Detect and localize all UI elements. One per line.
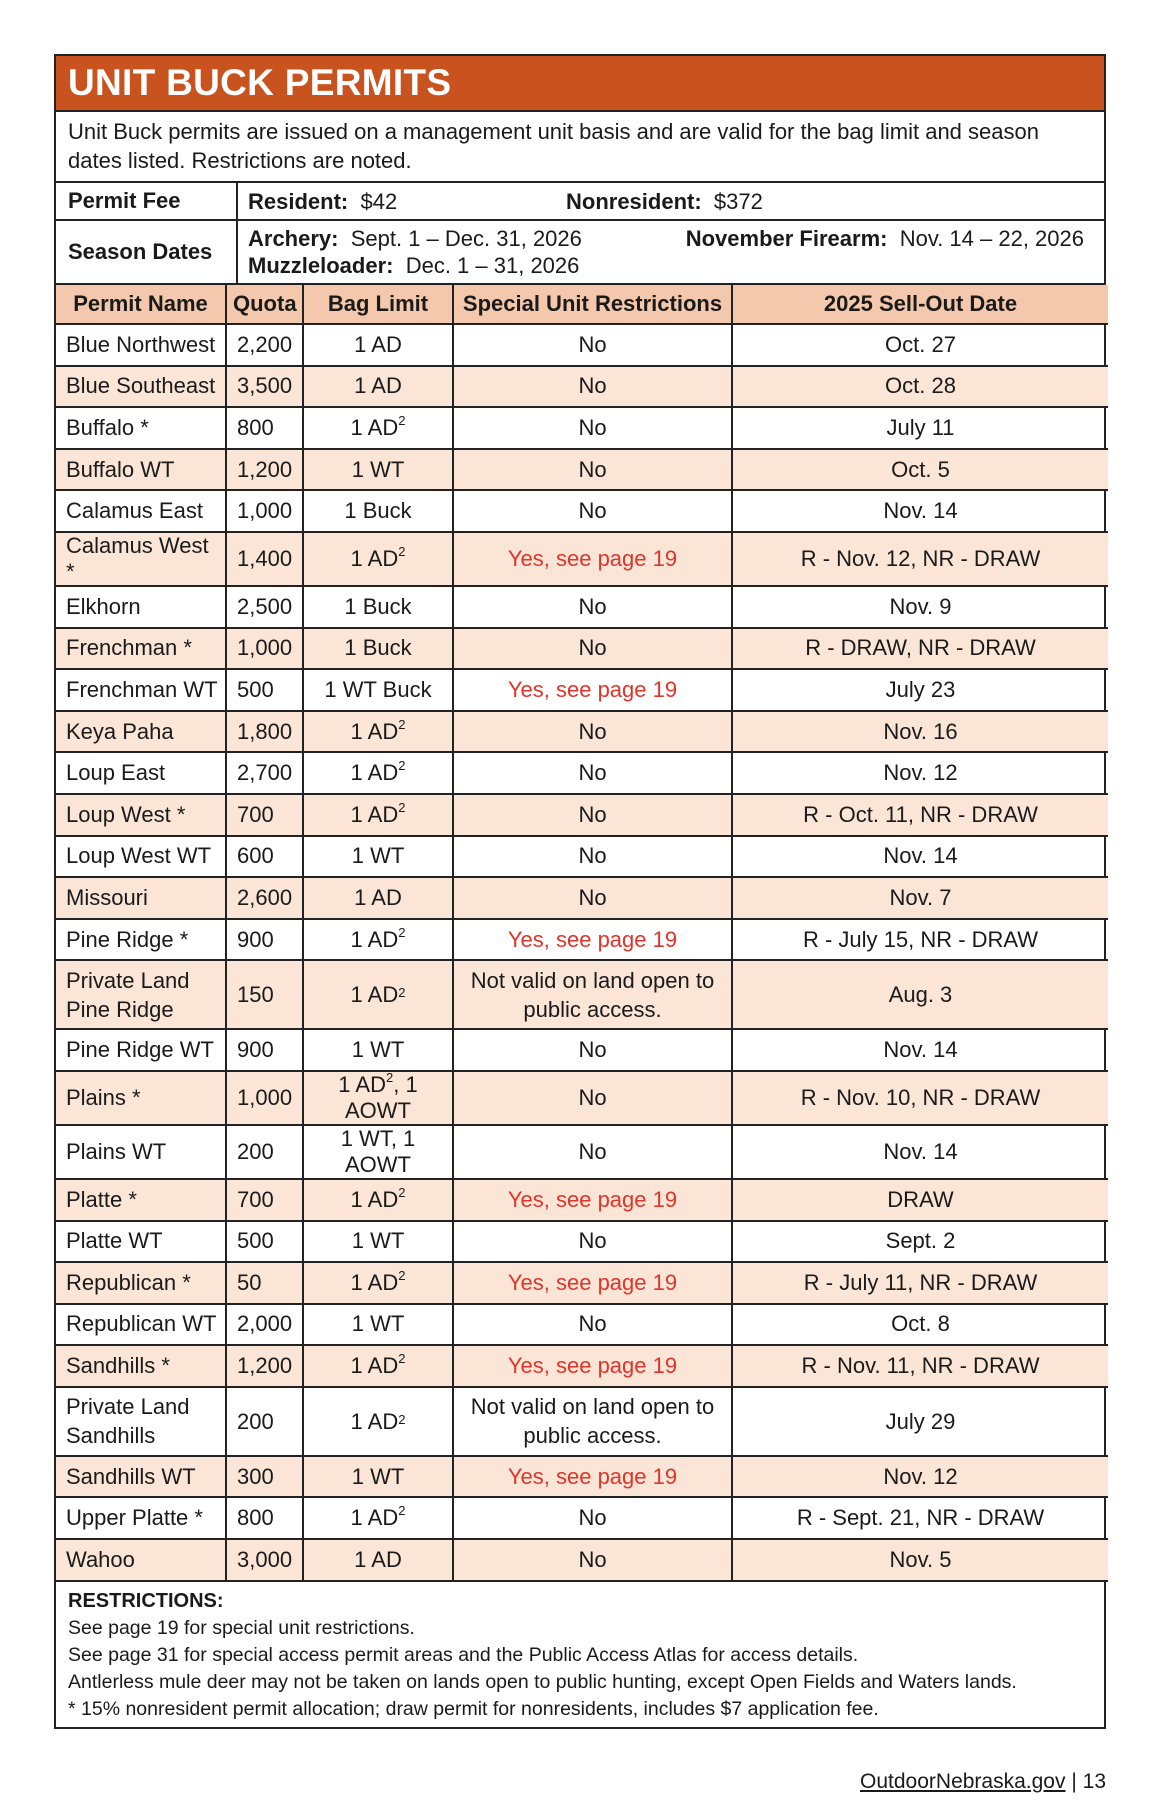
table-row [56, 836, 1108, 878]
sell-out-date-cell: Nov. 14 [732, 1029, 1108, 1071]
quota-cell: 500 [226, 1221, 303, 1263]
table-row [56, 586, 1108, 628]
table-row [56, 960, 1108, 1029]
permit-name-cell: Sandhills * [56, 1345, 226, 1387]
restriction-cell: Yes, see page 19 [453, 669, 732, 711]
bag-limit-text: 1 AD [350, 1408, 399, 1434]
sell-out-date-cell: Oct. 8 [732, 1304, 1108, 1346]
quota-cell: 600 [226, 836, 303, 878]
table-row [56, 1304, 1108, 1346]
restriction-cell: Yes, see page 19 [453, 1456, 732, 1498]
restriction-line: See page 31 for special access permit areas and the Public Access Atlas for access details. [68, 1643, 859, 1666]
bag-limit-cell [303, 752, 453, 794]
permit-name-cell: Platte WT [56, 1221, 226, 1263]
bag-limit-text: 1 WT [351, 1311, 405, 1337]
footnote-marker: 2 [398, 716, 406, 732]
permit-name-cell: Blue Southeast [56, 366, 226, 408]
sell-out-date-cell: R - July 11, NR - DRAW [732, 1262, 1108, 1304]
sell-out-date-cell: Nov. 14 [732, 1125, 1108, 1179]
table-row [56, 324, 1108, 366]
firearm-dates [686, 226, 1084, 252]
bag-limit-cell [303, 628, 453, 670]
bag-limit-cell [303, 324, 453, 366]
resident-value: $42 [360, 189, 398, 214]
permit-document [54, 54, 1106, 1793]
bag-limit-cell [303, 407, 453, 449]
quota-cell: 2,600 [226, 877, 303, 919]
restriction-cell: No [453, 628, 732, 670]
muzzleloader-value: Dec. 1 – 31, 2026 [405, 253, 580, 278]
permit-name-cell: Loup West WT [56, 836, 226, 878]
quota-cell: 1,200 [226, 1345, 303, 1387]
sell-out-date-cell: Sept. 2 [732, 1221, 1108, 1263]
sell-out-date-cell: Oct. 28 [732, 366, 1108, 408]
quota-cell: 50 [226, 1262, 303, 1304]
permit-name-cell: Frenchman WT [56, 669, 226, 711]
bag-limit-cell [303, 1456, 453, 1498]
bag-limit-cell [303, 532, 453, 586]
table-row [56, 1221, 1108, 1263]
table-row [56, 1029, 1108, 1071]
sell-out-date-cell: Aug. 3 [732, 960, 1108, 1029]
footnote-marker: 2 [398, 1267, 406, 1283]
nonresident-value: $372 [713, 189, 763, 214]
restriction-cell: No [453, 752, 732, 794]
bag-limit-text: 1 AD [350, 545, 399, 571]
col-quota: Quota [226, 285, 303, 324]
nonresident-label: Nonresident: [566, 189, 702, 214]
bag-limit-cell [303, 1125, 453, 1179]
permit-name-cell: Missouri [56, 877, 226, 919]
quota-cell: 1,800 [226, 711, 303, 753]
muzzleloader-dates [248, 253, 579, 279]
permit-name-cell: Plains * [56, 1071, 226, 1125]
permit-fee-label: Permit Fee [56, 183, 238, 219]
restriction-cell: No [453, 711, 732, 753]
restriction-line: Antlerless mule deer may not be taken on lands open to public hunting, except Open Fields and Waters lands. [68, 1670, 1017, 1693]
permit-name-cell: Pine Ridge * [56, 919, 226, 961]
sell-out-date-cell: Nov. 16 [732, 711, 1108, 753]
sell-out-date-cell: Nov. 7 [732, 877, 1108, 919]
archery-label: Archery: [248, 226, 339, 251]
bag-limit-extra: , 1 AOWT [345, 1071, 418, 1123]
season-dates-values [238, 221, 1104, 283]
bag-limit-cell [303, 711, 453, 753]
table-row [56, 919, 1108, 961]
sell-out-date-cell: DRAW [732, 1179, 1108, 1221]
footnote-marker: 2 [398, 799, 406, 815]
restriction-cell: Not valid on land open to public access. [453, 960, 732, 1029]
bag-limit-text: 1 Buck [344, 593, 412, 619]
sell-out-date-cell: Nov. 14 [732, 836, 1108, 878]
table-row [56, 366, 1108, 408]
quota-cell: 300 [226, 1456, 303, 1498]
quota-cell: 200 [226, 1125, 303, 1179]
permit-name-cell: Elkhorn [56, 586, 226, 628]
restriction-cell: No [453, 407, 732, 449]
col-bag-limit: Bag Limit [303, 285, 453, 324]
resident-label: Resident: [248, 189, 349, 214]
quota-cell: 1,000 [226, 490, 303, 532]
footnote-marker: 2 [398, 412, 406, 428]
restrictions-heading: RESTRICTIONS: [68, 1589, 224, 1612]
table-row [56, 752, 1108, 794]
bag-limit-text: 1 AD [338, 1071, 386, 1097]
restriction-cell: No [453, 1071, 732, 1125]
sell-out-date-cell: R - DRAW, NR - DRAW [732, 628, 1108, 670]
permit-name-cell: Wahoo [56, 1539, 226, 1581]
restriction-cell: No [453, 1221, 732, 1263]
col-sell-out-date: 2025 Sell-Out Date [732, 285, 1108, 324]
sell-out-date-cell: R - July 15, NR - DRAW [732, 919, 1108, 961]
table-row [56, 1179, 1108, 1221]
website-link[interactable]: OutdoorNebraska.gov [860, 1770, 1066, 1793]
restriction-cell: No [453, 490, 732, 532]
restriction-cell: No [453, 1539, 732, 1581]
bag-limit-text: 1 WT [351, 1228, 405, 1254]
bag-limit-cell [303, 1262, 453, 1304]
restriction-cell: Yes, see page 19 [453, 532, 732, 586]
bag-limit-cell [303, 586, 453, 628]
bag-limit-text: 1 AD [354, 1546, 402, 1572]
bag-limit-text: 1 AD [354, 884, 402, 910]
table-row [56, 877, 1108, 919]
bag-limit-text: 1 AD [350, 1353, 399, 1379]
permit-fee-values [238, 183, 1104, 219]
restriction-cell: Yes, see page 19 [453, 1345, 732, 1387]
footnote-marker: 2 [398, 1351, 406, 1367]
bag-limit-text: 1 WT Buck [324, 676, 432, 702]
bag-limit-cell [303, 960, 453, 1029]
firearm-label: November Firearm: [685, 226, 888, 251]
quota-cell: 800 [226, 407, 303, 449]
bag-limit-text: 1 AD [354, 373, 402, 399]
bag-limit-text: 1 WT, 1 AOWT [340, 1125, 416, 1177]
bag-limit-cell [303, 449, 453, 491]
bag-limit-text: 1 AD [350, 982, 399, 1008]
table-row [56, 1262, 1108, 1304]
col-permit-name: Permit Name [56, 285, 226, 324]
bag-limit-cell [303, 1497, 453, 1539]
permit-name-cell: Sandhills WT [56, 1456, 226, 1498]
permit-name-cell: Keya Paha [56, 711, 226, 753]
sell-out-date-cell: R - Oct. 11, NR - DRAW [732, 794, 1108, 836]
page-title: UNIT BUCK PERMITS [68, 62, 452, 103]
sell-out-date-cell: Nov. 5 [732, 1539, 1108, 1581]
bag-limit-cell [303, 1304, 453, 1346]
bag-limit-text: 1 WT [351, 1463, 405, 1489]
table-row [56, 532, 1108, 586]
table-row [56, 711, 1108, 753]
bag-limit-cell [303, 1029, 453, 1071]
page-footer [860, 1770, 1106, 1794]
table-row [56, 407, 1108, 449]
firearm-value: Nov. 14 – 22, 2026 [899, 226, 1084, 251]
footnote-marker: 2 [398, 1184, 406, 1200]
table-row [56, 628, 1108, 670]
restriction-cell: Yes, see page 19 [453, 919, 732, 961]
restrictions-block [56, 1582, 1104, 1727]
nonresident-fee [566, 189, 763, 215]
bag-limit-text: 1 WT [351, 1037, 405, 1063]
bag-limit-cell [303, 490, 453, 532]
table-row [56, 449, 1108, 491]
bag-limit-cell [303, 794, 453, 836]
intro-text: Unit Buck permits are issued on a management unit basis and are valid for the bag limit and season dates listed. Restrictions are noted. [56, 112, 1104, 183]
table-row [56, 1387, 1108, 1456]
restriction-cell: No [453, 1125, 732, 1179]
footnote-marker: 2 [398, 1411, 406, 1427]
table-header-row [56, 285, 1108, 324]
table-row [56, 1539, 1108, 1581]
quota-cell: 2,500 [226, 586, 303, 628]
footnote-marker: 2 [398, 543, 406, 559]
restriction-cell: Yes, see page 19 [453, 1262, 732, 1304]
quota-cell: 1,000 [226, 628, 303, 670]
permit-name-cell: Private Land Pine Ridge [56, 960, 226, 1029]
sell-out-date-cell: Nov. 14 [732, 490, 1108, 532]
table-row [56, 1497, 1108, 1539]
bag-limit-text: 1 AD [350, 718, 399, 744]
restriction-cell: No [453, 586, 732, 628]
sell-out-date-cell: R - Nov. 12, NR - DRAW [732, 532, 1108, 586]
sell-out-date-cell: Nov. 12 [732, 1456, 1108, 1498]
quota-cell: 900 [226, 1029, 303, 1071]
restriction-cell: No [453, 877, 732, 919]
archery-value: Sept. 1 – Dec. 31, 2026 [350, 226, 582, 251]
season-dates-row [56, 221, 1104, 285]
table-row [56, 794, 1108, 836]
restriction-cell: No [453, 836, 732, 878]
sell-out-date-cell: R - Nov. 11, NR - DRAW [732, 1345, 1108, 1387]
bag-limit-text: 1 AD [350, 414, 399, 440]
quota-cell: 900 [226, 919, 303, 961]
footer-separator: | [1071, 1770, 1077, 1793]
permit-name-cell: Calamus East [56, 490, 226, 532]
bag-limit-text: 1 AD [350, 1186, 399, 1212]
bag-limit-cell [303, 1387, 453, 1456]
bag-limit-text: 1 AD [350, 1269, 399, 1295]
bag-limit-text: 1 AD [350, 801, 399, 827]
quota-cell: 800 [226, 1497, 303, 1539]
table-row [56, 669, 1108, 711]
bag-limit-cell [303, 919, 453, 961]
quota-cell: 200 [226, 1387, 303, 1456]
bag-limit-text: 1 Buck [344, 635, 412, 661]
quota-cell: 700 [226, 794, 303, 836]
sell-out-date-cell: Oct. 5 [732, 449, 1108, 491]
permit-name-cell: Loup East [56, 752, 226, 794]
permit-name-cell: Calamus West * [56, 532, 226, 586]
permit-name-cell: Plains WT [56, 1125, 226, 1179]
permit-name-cell: Frenchman * [56, 628, 226, 670]
restriction-cell: No [453, 794, 732, 836]
quota-cell: 3,500 [226, 366, 303, 408]
bag-limit-text: 1 AD [354, 331, 402, 357]
footnote-marker: 2 [398, 985, 406, 1001]
archery-dates [248, 226, 582, 252]
table-row [56, 1125, 1108, 1179]
sell-out-date-cell: Oct. 27 [732, 324, 1108, 366]
bag-limit-cell [303, 1345, 453, 1387]
bag-limit-cell [303, 669, 453, 711]
sell-out-date-cell: R - Nov. 10, NR - DRAW [732, 1071, 1108, 1125]
quota-cell: 2,000 [226, 1304, 303, 1346]
bag-limit-text: 1 WT [351, 843, 405, 869]
sell-out-date-cell: Nov. 9 [732, 586, 1108, 628]
quota-cell: 150 [226, 960, 303, 1029]
title-banner [56, 56, 1104, 112]
bag-limit-cell [303, 1071, 453, 1125]
permit-name-cell: Loup West * [56, 794, 226, 836]
bag-limit-text: 1 AD [350, 1505, 399, 1531]
permit-name-cell: Blue Northwest [56, 324, 226, 366]
page-number: 13 [1082, 1770, 1106, 1793]
restriction-cell: No [453, 1304, 732, 1346]
permit-name-cell: Republican * [56, 1262, 226, 1304]
permit-name-cell: Pine Ridge WT [56, 1029, 226, 1071]
restriction-cell: No [453, 1497, 732, 1539]
quota-cell: 1,400 [226, 532, 303, 586]
restriction-cell: No [453, 324, 732, 366]
bag-limit-text: 1 Buck [344, 498, 412, 524]
quota-cell: 2,700 [226, 752, 303, 794]
bag-limit-text: 1 WT [351, 456, 405, 482]
quota-cell: 1,200 [226, 449, 303, 491]
quota-cell: 2,200 [226, 324, 303, 366]
permit-name-cell: Platte * [56, 1179, 226, 1221]
permit-fee-row [56, 183, 1104, 221]
bag-limit-cell [303, 836, 453, 878]
sell-out-date-cell: July 23 [732, 669, 1108, 711]
permit-name-cell: Upper Platte * [56, 1497, 226, 1539]
table-row [56, 1456, 1108, 1498]
sell-out-date-cell: Nov. 12 [732, 752, 1108, 794]
footnote-marker: 2 [386, 1069, 394, 1085]
quota-cell: 1,000 [226, 1071, 303, 1125]
permits-table [56, 285, 1108, 1582]
footnote-marker: 2 [398, 1503, 406, 1519]
table-row [56, 1071, 1108, 1125]
restriction-cell: Yes, see page 19 [453, 1179, 732, 1221]
permit-frame [54, 54, 1106, 1729]
bag-limit-cell [303, 1179, 453, 1221]
bag-limit-cell [303, 366, 453, 408]
permit-name-cell: Private Land Sandhills [56, 1387, 226, 1456]
permit-name-cell: Buffalo * [56, 407, 226, 449]
bag-limit-text: 1 AD [350, 926, 399, 952]
permit-name-cell: Republican WT [56, 1304, 226, 1346]
restriction-cell: Not valid on land open to public access. [453, 1387, 732, 1456]
season-dates-label: Season Dates [56, 221, 238, 283]
quota-cell: 700 [226, 1179, 303, 1221]
table-body [56, 324, 1108, 1581]
restriction-line: See page 19 for special unit restrictions. [68, 1616, 415, 1639]
table-row [56, 1345, 1108, 1387]
quota-cell: 3,000 [226, 1539, 303, 1581]
restriction-line: * 15% nonresident permit allocation; draw permit for nonresidents, includes $7 application fee. [68, 1697, 879, 1720]
sell-out-date-cell: July 11 [732, 407, 1108, 449]
sell-out-date-cell: R - Sept. 21, NR - DRAW [732, 1497, 1108, 1539]
restriction-cell: No [453, 1029, 732, 1071]
permit-name-cell: Buffalo WT [56, 449, 226, 491]
muzzleloader-label: Muzzleloader: [248, 253, 394, 278]
sell-out-date-cell: July 29 [732, 1387, 1108, 1456]
resident-fee [248, 189, 397, 215]
quota-cell: 500 [226, 669, 303, 711]
table-row [56, 490, 1108, 532]
col-special-restrictions: Special Unit Restrictions [453, 285, 732, 324]
bag-limit-cell [303, 1539, 453, 1581]
bag-limit-text: 1 AD [350, 760, 399, 786]
restriction-cell: No [453, 366, 732, 408]
bag-limit-cell [303, 877, 453, 919]
footnote-marker: 2 [398, 758, 406, 774]
restriction-cell: No [453, 449, 732, 491]
footnote-marker: 2 [398, 924, 406, 940]
bag-limit-cell [303, 1221, 453, 1263]
